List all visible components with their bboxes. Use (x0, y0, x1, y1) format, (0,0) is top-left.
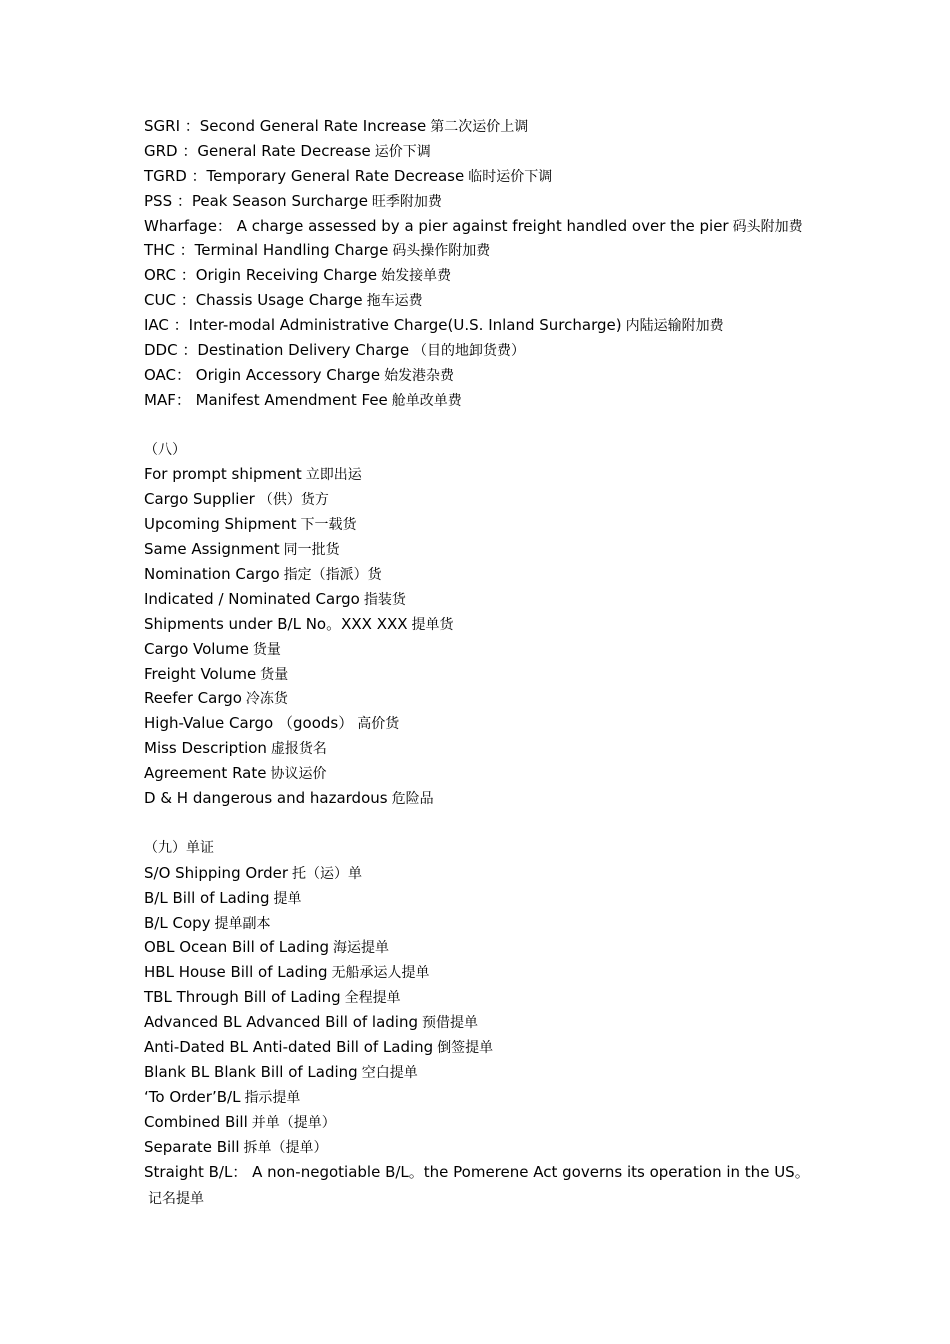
term-zh: 舱单改单费 (391, 392, 462, 409)
term-en: Agreement Rate (144, 764, 267, 783)
list-item (144, 1135, 814, 1160)
term-en: OAC： Origin Accessory Charge (144, 365, 381, 384)
list-item (144, 612, 814, 637)
list-item (144, 686, 814, 711)
term-en: THC ：Terminal Handling Charge (144, 241, 389, 260)
list-item (144, 338, 814, 363)
term-en: Combined Bill (144, 1112, 248, 1131)
term-en: For prompt shipment (144, 465, 302, 484)
list-item (144, 1085, 814, 1110)
term-zh: 拆单（提单） (243, 1139, 328, 1156)
term-zh: （目的地卸货费） (413, 343, 526, 360)
term-zh: 指装货 (363, 591, 406, 608)
term-zh: 指示提单 (244, 1089, 301, 1106)
term-en: D & H dangerous and hazardous (144, 789, 388, 808)
list-item (144, 761, 814, 786)
list-item (144, 512, 814, 537)
term-zh: 预借提单 (422, 1015, 478, 1032)
term-en: Separate Bill (144, 1137, 240, 1156)
term-zh: 货量 (260, 666, 289, 683)
term-zh: 倒签提单 (437, 1039, 494, 1056)
list-item (144, 935, 814, 960)
section-heading: （九）单证 (144, 839, 214, 856)
term-en: Straight B/L： A non-negotiable B/L。the Pomerene Act governs its operation in the US。 (144, 1163, 810, 1182)
term-zh: 同一批货 (283, 542, 340, 559)
term-zh: 旺季附加费 (371, 193, 442, 210)
list-item (144, 139, 814, 164)
term-zh: 托（运）单 (291, 865, 362, 882)
term-en: High-Value Cargo （goods） (144, 714, 354, 733)
term-en: B/L Bill of Lading (144, 888, 270, 907)
section-9 (144, 836, 814, 1213)
list-item (144, 214, 814, 239)
list-item (144, 1010, 814, 1035)
term-zh: 记名提单 (148, 1191, 204, 1208)
list-item (144, 1060, 814, 1085)
term-zh: 空白提单 (361, 1064, 418, 1081)
term-en: IAC ：Inter-modal Administrative Charge(U.S. Inland Surcharge) (144, 316, 622, 335)
term-en: TGRD ：Temporary General Rate Decrease (144, 166, 465, 185)
term-en: Shipments under B/L No。XXX XXX (144, 614, 408, 633)
term-zh: 始发港杂费 (384, 367, 455, 384)
document-body (144, 114, 814, 1212)
list-item (144, 985, 814, 1010)
list-item (144, 487, 814, 512)
term-en: Freight Volume (144, 664, 257, 683)
list-item (144, 736, 814, 761)
term-zh: 协议运价 (270, 766, 327, 783)
section-spacer (144, 413, 814, 438)
term-zh: 高价货 (357, 716, 400, 733)
term-zh: 运价下调 (374, 143, 431, 160)
list-item (144, 960, 814, 985)
list-item (144, 711, 814, 736)
term-en: Reefer Cargo (144, 689, 242, 708)
list-item (144, 911, 814, 936)
term-en: Nomination Cargo (144, 565, 280, 584)
term-zh: 虚报货名 (270, 741, 327, 758)
section-8 (144, 438, 814, 811)
list-item (144, 1035, 814, 1060)
term-en: ORC ：Origin Receiving Charge (144, 266, 378, 285)
list-item (144, 164, 814, 189)
list-item (144, 786, 814, 811)
list-item (144, 238, 814, 263)
term-zh: 提单货 (411, 616, 454, 633)
list-item (144, 587, 814, 612)
term-zh: 无船承运人提单 (331, 965, 430, 982)
list-item (144, 388, 814, 413)
term-en: ‘To Order’B/L (144, 1087, 241, 1106)
surcharge-list (144, 114, 814, 413)
term-zh: 始发接单费 (381, 268, 452, 285)
list-item (144, 1159, 814, 1212)
term-zh: 危险品 (391, 791, 434, 808)
term-en: SGRI ：Second General Rate Increase (144, 117, 427, 135)
term-zh: （供）货方 (258, 492, 329, 509)
term-en: Miss Description (144, 739, 267, 758)
term-en: B/L Copy (144, 913, 211, 932)
list-item (144, 462, 814, 487)
term-zh: 立即出运 (305, 467, 362, 484)
term-zh: 码头操作附加费 (392, 243, 491, 260)
list-item (144, 537, 814, 562)
list-item (144, 562, 814, 587)
term-zh: 第二次运价上调 (430, 119, 529, 135)
list-item (144, 313, 814, 338)
term-en: Anti-Dated BL Anti-dated Bill of Lading (144, 1037, 434, 1056)
term-zh: 下一载货 (300, 517, 357, 534)
term-zh: 海运提单 (333, 940, 390, 957)
term-en: Cargo Volume (144, 639, 249, 658)
term-zh: 内陆运输附加费 (625, 318, 724, 335)
term-en: CUC ：Chassis Usage Charge (144, 291, 363, 310)
term-zh: 提单副本 (214, 915, 271, 932)
list-item (144, 263, 814, 288)
term-en: TBL Through Bill of Lading (144, 988, 341, 1007)
term-en: Indicated / Nominated Cargo (144, 589, 360, 608)
term-en: Wharfage： A charge assessed by a pier against freight handled over the pier (144, 216, 729, 235)
list-item (144, 861, 814, 886)
list-item (144, 1110, 814, 1135)
term-zh: 临时运价下调 (468, 168, 553, 185)
term-en: PSS ：Peak Season Surcharge (144, 191, 368, 210)
term-en: OBL Ocean Bill of Lading (144, 938, 330, 957)
term-zh: 拖车运费 (366, 293, 423, 310)
list-item (144, 363, 814, 388)
term-zh: 码头附加费 (732, 218, 803, 235)
term-en: Cargo Supplier (144, 490, 255, 509)
term-zh: 并单（提单） (251, 1114, 336, 1131)
term-en: DDC ：Destination Delivery Charge (144, 341, 410, 360)
list-item (144, 886, 814, 911)
list-item (144, 114, 814, 139)
term-zh: 货量 (252, 641, 281, 658)
list-item (144, 637, 814, 662)
term-en: Upcoming Shipment (144, 515, 297, 534)
term-en: GRD ：General Rate Decrease (144, 141, 371, 160)
section-spacer (144, 811, 814, 836)
term-zh: 全程提单 (344, 990, 401, 1007)
section-heading: （八） (144, 441, 186, 458)
term-en: Same Assignment (144, 540, 280, 559)
list-item (144, 288, 814, 313)
term-en: Blank BL Blank Bill of Lading (144, 1062, 358, 1081)
term-zh: 提单 (273, 890, 302, 907)
term-en: S/O Shipping Order (144, 863, 288, 882)
term-zh: 指定（指派）货 (283, 567, 382, 584)
term-en: MAF： Manifest Amendment Fee (144, 390, 388, 409)
list-item (144, 189, 814, 214)
term-zh: 冷冻货 (245, 691, 288, 708)
term-en: HBL House Bill of Lading (144, 963, 328, 982)
list-item (144, 662, 814, 687)
term-en: Advanced BL Advanced Bill of lading (144, 1013, 418, 1032)
